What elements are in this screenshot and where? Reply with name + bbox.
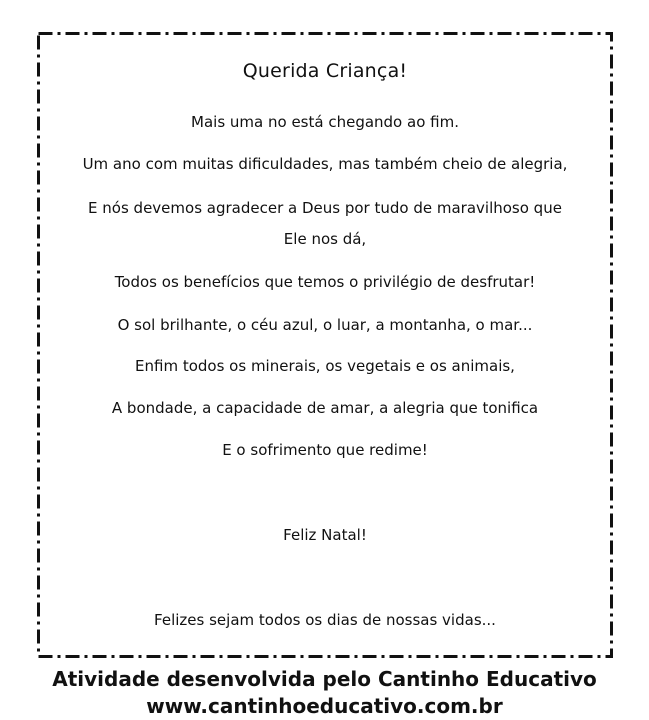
letter-line-7: Enfim todos os minerais, os vegetais e os animais, — [135, 357, 515, 375]
letter-line-8: A bondade, a capacidade de amar, a alegria que tonifica — [111, 399, 539, 417]
letter-line-4: Ele nos dá, — [283, 230, 367, 248]
footer-url: www.cantinhoeducativo.com.br — [146, 694, 503, 718]
dashed-border-frame — [37, 32, 613, 658]
letter-line-6: O sol brilhante, o céu azul, o luar, a montanha, o mar... — [117, 316, 533, 334]
letter-line-3: E nós devemos agradecer a Deus por tudo de maravilhoso que — [88, 199, 562, 217]
letter-line-9: E o sofrimento que redime! — [222, 441, 428, 459]
footer-credit: Atividade desenvolvida pelo Cantinho Educativo — [52, 667, 597, 691]
letter-closing: Feliz Natal! — [283, 526, 367, 544]
letter-final-line: Felizes sejam todos os dias de nossas vidas... — [154, 611, 496, 629]
letter-line-5: Todos os benefícios que temos o privilégio de desfrutar! — [114, 273, 536, 291]
letter-line-2: Um ano com muitas dificuldades, mas também cheio de alegria, — [82, 155, 568, 173]
letter-line-1: Mais uma no está chegando ao fim. — [191, 113, 459, 131]
letter-title: Querida Criança! — [242, 60, 408, 82]
